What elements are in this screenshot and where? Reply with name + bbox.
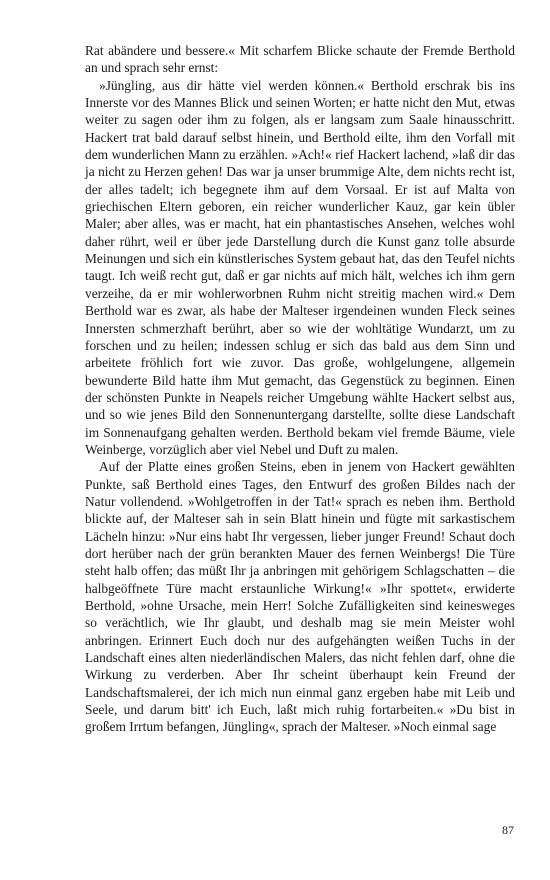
paragraph-3: Auf der Platte eines großen Steins, eben in jenem von Hackert gewählten Punkte, saß Berthold eines Tages, den Entwurf des großen Bildes nach der Natur vollendend. »Wohlgetroffen in der Tat!« sprach es neben ihm. Berthold blickte auf, der Malteser sah in sein Blatt hinein und fügte mit sarkastischem Lächeln hinzu: »Nur eins habt Ihr vergessen, lieber junger Freund! Schaut doch dort herüber nach der grün berankten Mauer des fernen Weinbergs! Die Türe steht halb offen; das müßt Ihr ja anbringen mit gehörigem Schlagschatten – die halbgeöffnete Türe macht erstaunliche Wirkung!« »Ihr spottet«, erwiderte Berthold, »ohne Ursache, mein Herr! Solche Zufälligkeiten sind keinesweges so verächtlich, wie Ihr glaubt, und deshalb mag sie mein Meister wohl anbringen. Erinnert Euch doch nur des aufgehängten weißen Tuchs in der Landschaft eines alten niederländischen Malers, das nicht fehlen darf, ohne die Wirkung zu verderben. Aber Ihr scheint überhaupt kein Freund der Landschaftsmalerei, der ich mich nun einmal ganz ergeben habe mit Leib und Seele, und darum bitt' ich Euch, laßt mich ruhig fortarbeiten.« »Du bist in großem Irrtum befangen, Jüngling«, sprach der Malteser. »Noch einmal sage	[85, 459, 515, 735]
body-text	[85, 42, 515, 736]
paragraph-2: »Jüngling, aus dir hätte viel werden können.« Berthold erschrak bis ins Innerste vor des Mannes Blick und seinen Worten; er hatte nicht den Mut, etwas weiter zu sagen oder ihm zu folgen, als er langsam zum Saale hinausschritt. Hackert trat bald darauf selbst hinein, und Berthold eilte, ihm den Vorfall mit dem wunderlichen Mann zu erzählen. »Ach!« rief Hackert lachend, »laß dir das ja nicht zu Herzen gehen! Das war ja unser brummige Alte, dem nichts recht ist, der alles tadelt; ich begegnete ihm auf dem Vorsaal. Er ist auf Malta von griechischen Eltern geboren, ein reicher wunderlicher Kauz, gar kein übler Maler; aber alles, was er macht, hat ein phantastisches Ansehen, welches wohl daher rührt, weil er über jede Darstellung durch die Kunst ganz tolle absurde Meinungen und sich ein künstlerisches System gebaut hat, das den Teufel nichts taugt. Ich weiß recht gut, daß er gar nichts auf mich hält, welches ich ihm gern verzeihe, da er mir wohlerworbnen Ruhm nicht streitig machen wird.« Dem Berthold war es zwar, als habe der Malteser irgendeinen wunden Fleck seines Innersten schmerzhaft berührt, aber so wie der wohltätige Wundarzt, um zu forschen und zu heilen; indessen schlug er sich das bald aus dem Sinn und arbeitete fröhlich fort wie zuvor. Das große, wohlgelungene, allgemein bewunderte Bild hatte ihm Mut gemacht, das Gegenstück zu beginnen. Einen der schönsten Punkte in Neapels reicher Umgebung wählte Hackert selbst aus, und so wie jenes Bild den Sonnenuntergang darstellte, sollte diese Landschaft im Sonnenaufgang gehalten werden. Berthold bekam viel fremde Bäume, viele Weinberge, vorzüglich aber viel Nebel und Duft zu malen.	[85, 77, 515, 457]
paragraph-1: Rat abändere und bessere.« Mit scharfem Blicke schaute der Fremde Berthold an und sprach sehr ernst:	[85, 43, 515, 76]
page-number: 87	[502, 823, 514, 837]
